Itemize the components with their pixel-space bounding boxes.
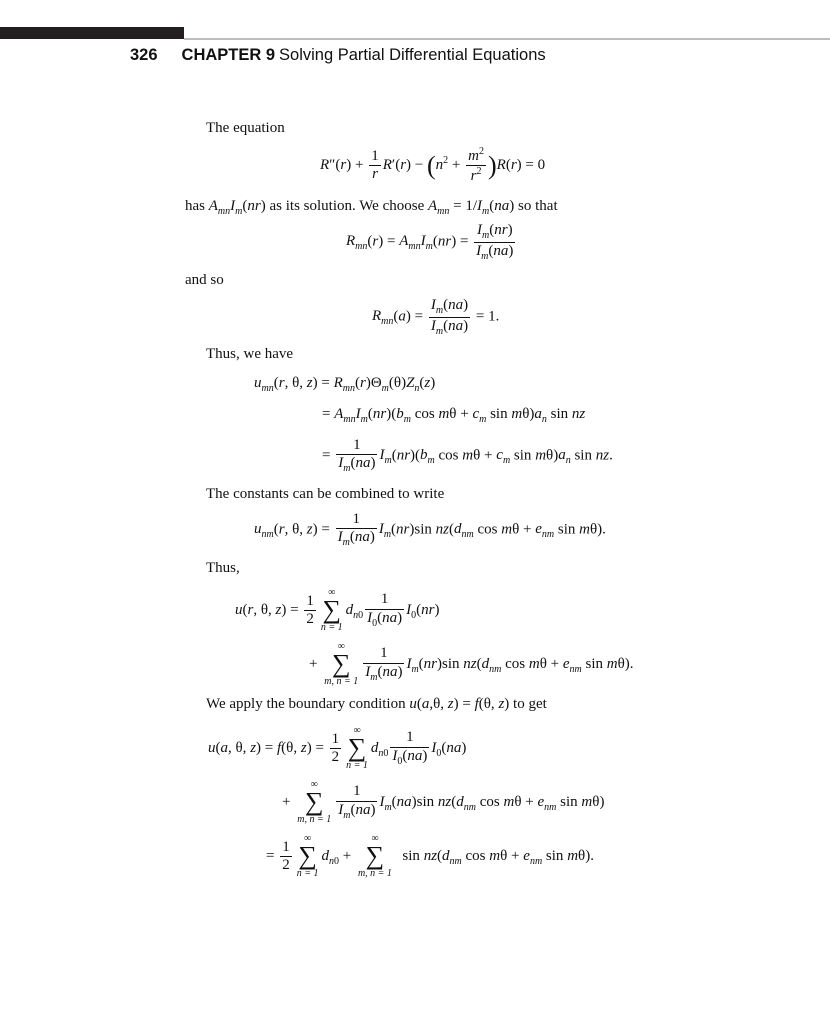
equation-u-series-line2: + ∞ ∑ m, n = 1 $\frac{1}{I_m(na)}$ $I_m(nr)\sin$ $nz(d_{nm}$ $\cos m\theta + e_{nm}$ sin mθ). bbox=[309, 641, 634, 687]
equation-boundary-line1: u(a, θ, z) = f(θ, z) = $\frac{1}{2}$ ∞ ∑ n = 1 $d_{n0}$ $\frac{1}{I_0(na)}$ $I_0(na)$ bbox=[208, 725, 467, 771]
equation-rmn-a: $R_{mn}(a)$ = $\frac{I_m(na)}{I_m(na)}$ = 1. bbox=[372, 297, 500, 337]
text-thus: Thus, bbox=[206, 560, 240, 576]
equation-umn-combined: $u_{nm}(r$, θ, z) = $\frac{1}{I_m(na)}$ $I_m(nr)\sin$ $nz(d_{nm}$ $\cos m\theta + e_{nm}$ sin mθ). bbox=[254, 511, 606, 549]
equation-boundary-line3: = $\frac{1}{2}$ ∞ ∑ n = 1 $d_{n0}$ + ∞ ∑ m, n = 1 $\sin nz(d_{nm}$ $\cos m\theta + e_{nm}$ sin mθ). bbox=[266, 833, 594, 879]
page-number: 326 bbox=[130, 46, 158, 64]
running-header bbox=[130, 46, 546, 65]
equation-umn-line1: $u_{mn}(r$, θ, $z) = R_{mn}(r)\Theta_m(\theta)Z_n(z)$ bbox=[254, 375, 436, 394]
text-constants-combined: The constants can be combined to write bbox=[206, 486, 445, 502]
equation-boundary-line2: + ∞ ∑ m, n = 1 $\frac{1}{I_m(na)}$ $I_m(na)\sin$ $nz(d_{nm}$ $\cos m\theta + e_{nm}$ sin mθ) bbox=[282, 779, 605, 825]
chapter-label: CHAPTER 9 bbox=[181, 46, 276, 64]
text-boundary-condition: We apply the boundary condition u(a,θ, z) = f(θ, z) to get bbox=[206, 696, 547, 712]
equation-umn-line3: = $\frac{1}{I_m(na)}$ $I_m(nr)(b_m$ $\cos m\theta + c_m$ $\sin m\theta)a_n$ sin nz. bbox=[322, 437, 613, 475]
equation-rmn-r: $R_{mn}(r) = A_{mn}I_m(nr)$ = $\frac{I_m(nr)}{I_m(na)}$ bbox=[346, 222, 514, 262]
text-thus-we-have: Thus, we have bbox=[206, 346, 294, 362]
text-the-equation: The equation bbox=[206, 120, 285, 136]
header-rule-light bbox=[184, 38, 830, 40]
equation-bessel-ode: R″(r) + $\frac{1}{r}$ $R'(r) - (n^2$ + $\frac{m^2}{r^2}$ )R(r) = 0 bbox=[320, 146, 546, 185]
chapter-title: Solving Partial Differential Equations bbox=[279, 46, 546, 64]
text-and-so: and so bbox=[185, 272, 224, 288]
equation-umn-line2: = $A_{mn}I_m(nr)(b_m$ $\cos m\theta + c_m$ $\sin m\theta)a_n$ sin nz bbox=[322, 406, 586, 425]
text-has-solution: has $A_{mn}I_m(nr)$ as its solution. We choose $A_{mn} = 1/I_m(na)$ so that bbox=[185, 198, 558, 217]
header-rule-dark bbox=[0, 27, 184, 39]
equation-u-series-line1: u(r, θ, z) = $\frac{1}{2}$ ∞ ∑ n = 1 $d_{n0}$ $\frac{1}{I_0(na)}$ $I_0(nr)$ bbox=[235, 587, 440, 633]
